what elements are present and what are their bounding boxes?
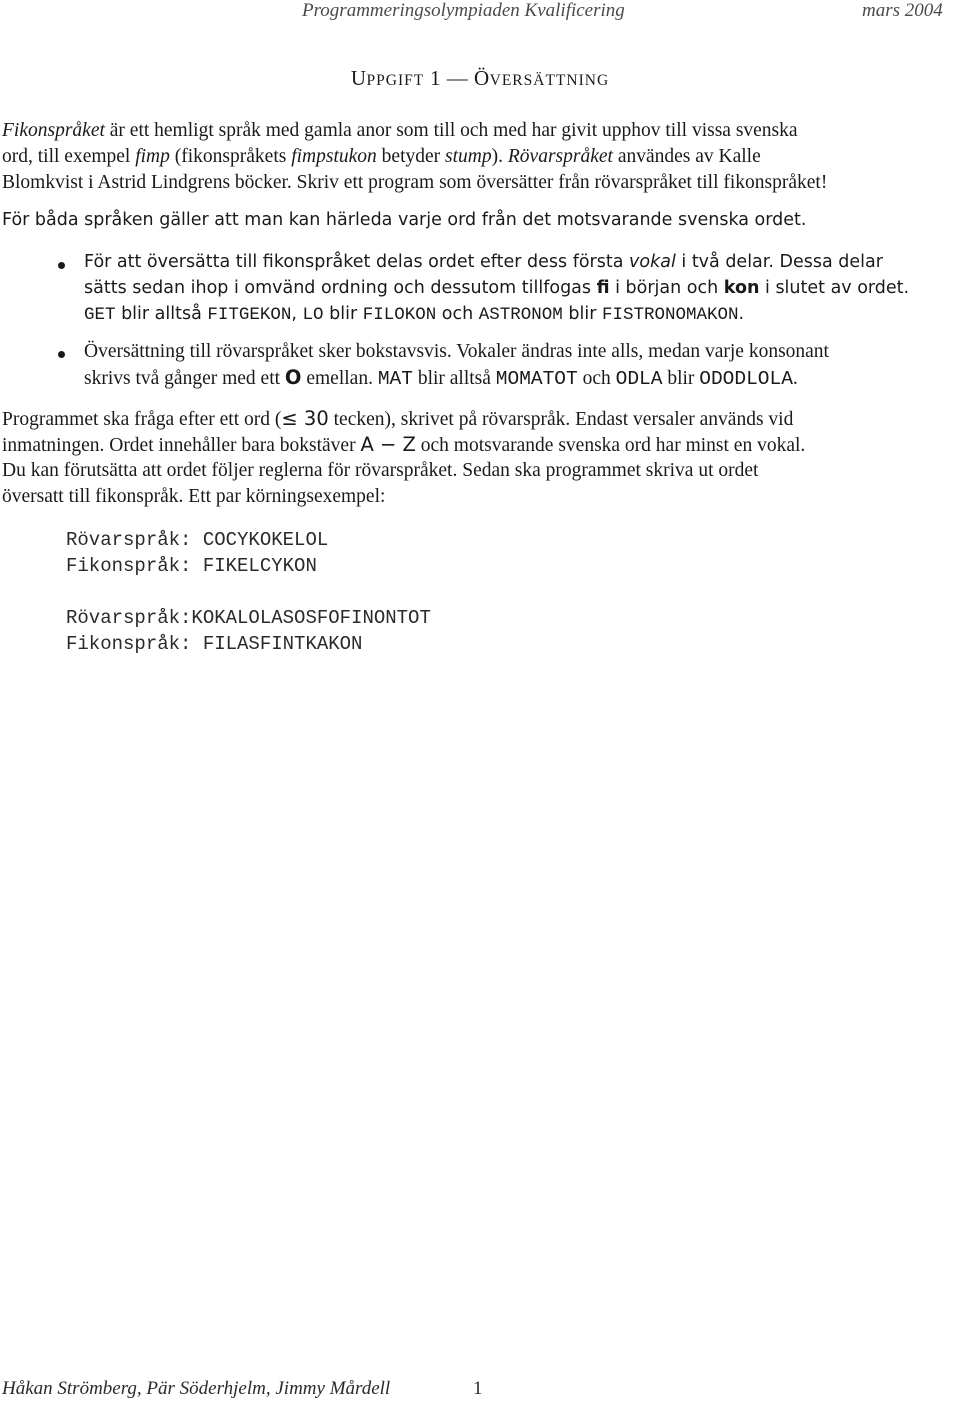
text: (fikonspråkets xyxy=(169,146,292,167)
title-part: U xyxy=(350,66,367,90)
title-part: VERSÄTTNING xyxy=(489,72,610,89)
para2-line2 xyxy=(2,432,805,459)
math-range: A − Z xyxy=(360,433,416,456)
text: ). xyxy=(491,146,508,167)
footer-authors: Håkan Strömberg, Pär Söderhjelm, Jimmy Mårdell xyxy=(2,1378,391,1399)
code-word: ODODLOLA xyxy=(699,368,793,390)
text: blir alltså xyxy=(115,304,208,324)
text: och motsvarande svenska ord har minst en vokal. xyxy=(415,435,806,456)
bullet2-line2 xyxy=(84,365,798,392)
code-word: GET xyxy=(84,305,116,325)
text: , xyxy=(291,304,303,324)
term-rovarspraket: Rövarspråket xyxy=(507,146,613,167)
code-word: FISTRONOMAKON xyxy=(601,305,739,325)
code-word: MAT xyxy=(377,368,413,390)
term-fimp: fimp xyxy=(135,146,170,167)
text: och xyxy=(436,304,479,324)
bullet1-line1 xyxy=(84,249,883,275)
para2-line4: översatt till fikonspråk. Ett par körningsexempel: xyxy=(2,486,386,507)
code-word: FILOKON xyxy=(362,305,437,325)
example-1-input: Rövarspråk: COCYKOKELOL xyxy=(66,529,329,551)
text: emellan. xyxy=(301,368,378,389)
text: och xyxy=(577,368,616,389)
running-header-title: Programmeringsolympiaden Kvalificering xyxy=(302,0,625,21)
text: Programmet ska fråga efter ett ord ( xyxy=(2,409,282,430)
para1-line2 xyxy=(2,144,761,170)
text: blir alltså xyxy=(412,368,496,389)
text: blir xyxy=(662,368,700,389)
term-o: O xyxy=(284,366,302,389)
text: För att översätta till fikonspråket delas ordet efter dess första xyxy=(84,252,630,272)
text: tecken), skrivet på rövarspråk. Endast versaler används vid xyxy=(328,409,794,430)
text: är ett hemligt språk med gamla anor som till och med har givit upphov till vissa svenska xyxy=(104,120,798,141)
text: skrivs två gånger med ett xyxy=(84,368,285,389)
bullet2-line1: Översättning till rövarspråket sker bokstavsvis. Vokaler ändras inte alls, medan varje konsonant xyxy=(84,341,829,362)
code-word: MOMATOT xyxy=(495,368,578,390)
math-le-30: ≤ 30 xyxy=(281,407,329,430)
term-fi: fi xyxy=(596,278,610,298)
example-1-output: Fikonspråk: FIKELCYKON xyxy=(66,555,317,577)
para2-line3: Du kan förutsätta att ordet följer reglerna för rövarspråket. Sedan ska programmet skriva ut ordet xyxy=(2,460,759,481)
example-2-output: Fikonspråk: FILASFINTKAKON xyxy=(66,633,363,655)
text: . xyxy=(738,304,745,324)
para1-line1 xyxy=(2,118,798,144)
para1-line3: Blomkvist i Astrid Lindgrens böcker. Skriv ett program som översätter från rövarspråket till fikonspråket! xyxy=(2,172,828,193)
title-part: PPGIFT xyxy=(366,72,425,89)
text: blir xyxy=(323,304,363,324)
task-title xyxy=(0,66,960,91)
bullet-marker xyxy=(58,351,65,358)
term-stump: stump xyxy=(445,146,492,167)
text: ord, till exempel xyxy=(2,146,136,167)
bullet-marker xyxy=(58,262,65,269)
text: blir xyxy=(562,304,602,324)
example-2-input: Rövarspråk:KOKALOLASOSFOFINONTOT xyxy=(66,607,431,629)
text: användes av Kalle xyxy=(612,146,761,167)
term-kon: kon xyxy=(723,278,760,298)
text: i början och xyxy=(609,278,724,298)
running-header-date: mars 2004 xyxy=(862,0,943,21)
code-word: FITGEKON xyxy=(207,305,292,325)
bullet1-line3 xyxy=(84,301,744,328)
page-number: 1 xyxy=(473,1378,483,1399)
text: sätts sedan ihop i omvänd ordning och dessutom tillfogas xyxy=(84,278,597,298)
text: . xyxy=(792,368,798,389)
text: i två delar. Dessa delar xyxy=(675,252,883,272)
term-fimpstukon: fimpstukon xyxy=(291,146,377,167)
text: i slutet av ordet. xyxy=(759,278,910,298)
term-vokal: vokal xyxy=(629,252,676,272)
term-fikonspraket: Fikonspråket xyxy=(2,120,105,141)
text: betyder xyxy=(376,146,446,167)
code-word: ODLA xyxy=(615,368,663,390)
code-word: LO xyxy=(302,305,324,325)
bullet1-line2 xyxy=(84,275,909,301)
para1-line4: För båda språken gäller att man kan härleda varje ord från det motsvarande svenska ordet. xyxy=(2,210,807,230)
code-word: ASTRONOM xyxy=(478,305,563,325)
text: inmatningen. Ordet innehåller bara bokstäver xyxy=(2,435,361,456)
title-part: 1 — Ö xyxy=(429,66,490,90)
para2-line1 xyxy=(2,406,793,433)
